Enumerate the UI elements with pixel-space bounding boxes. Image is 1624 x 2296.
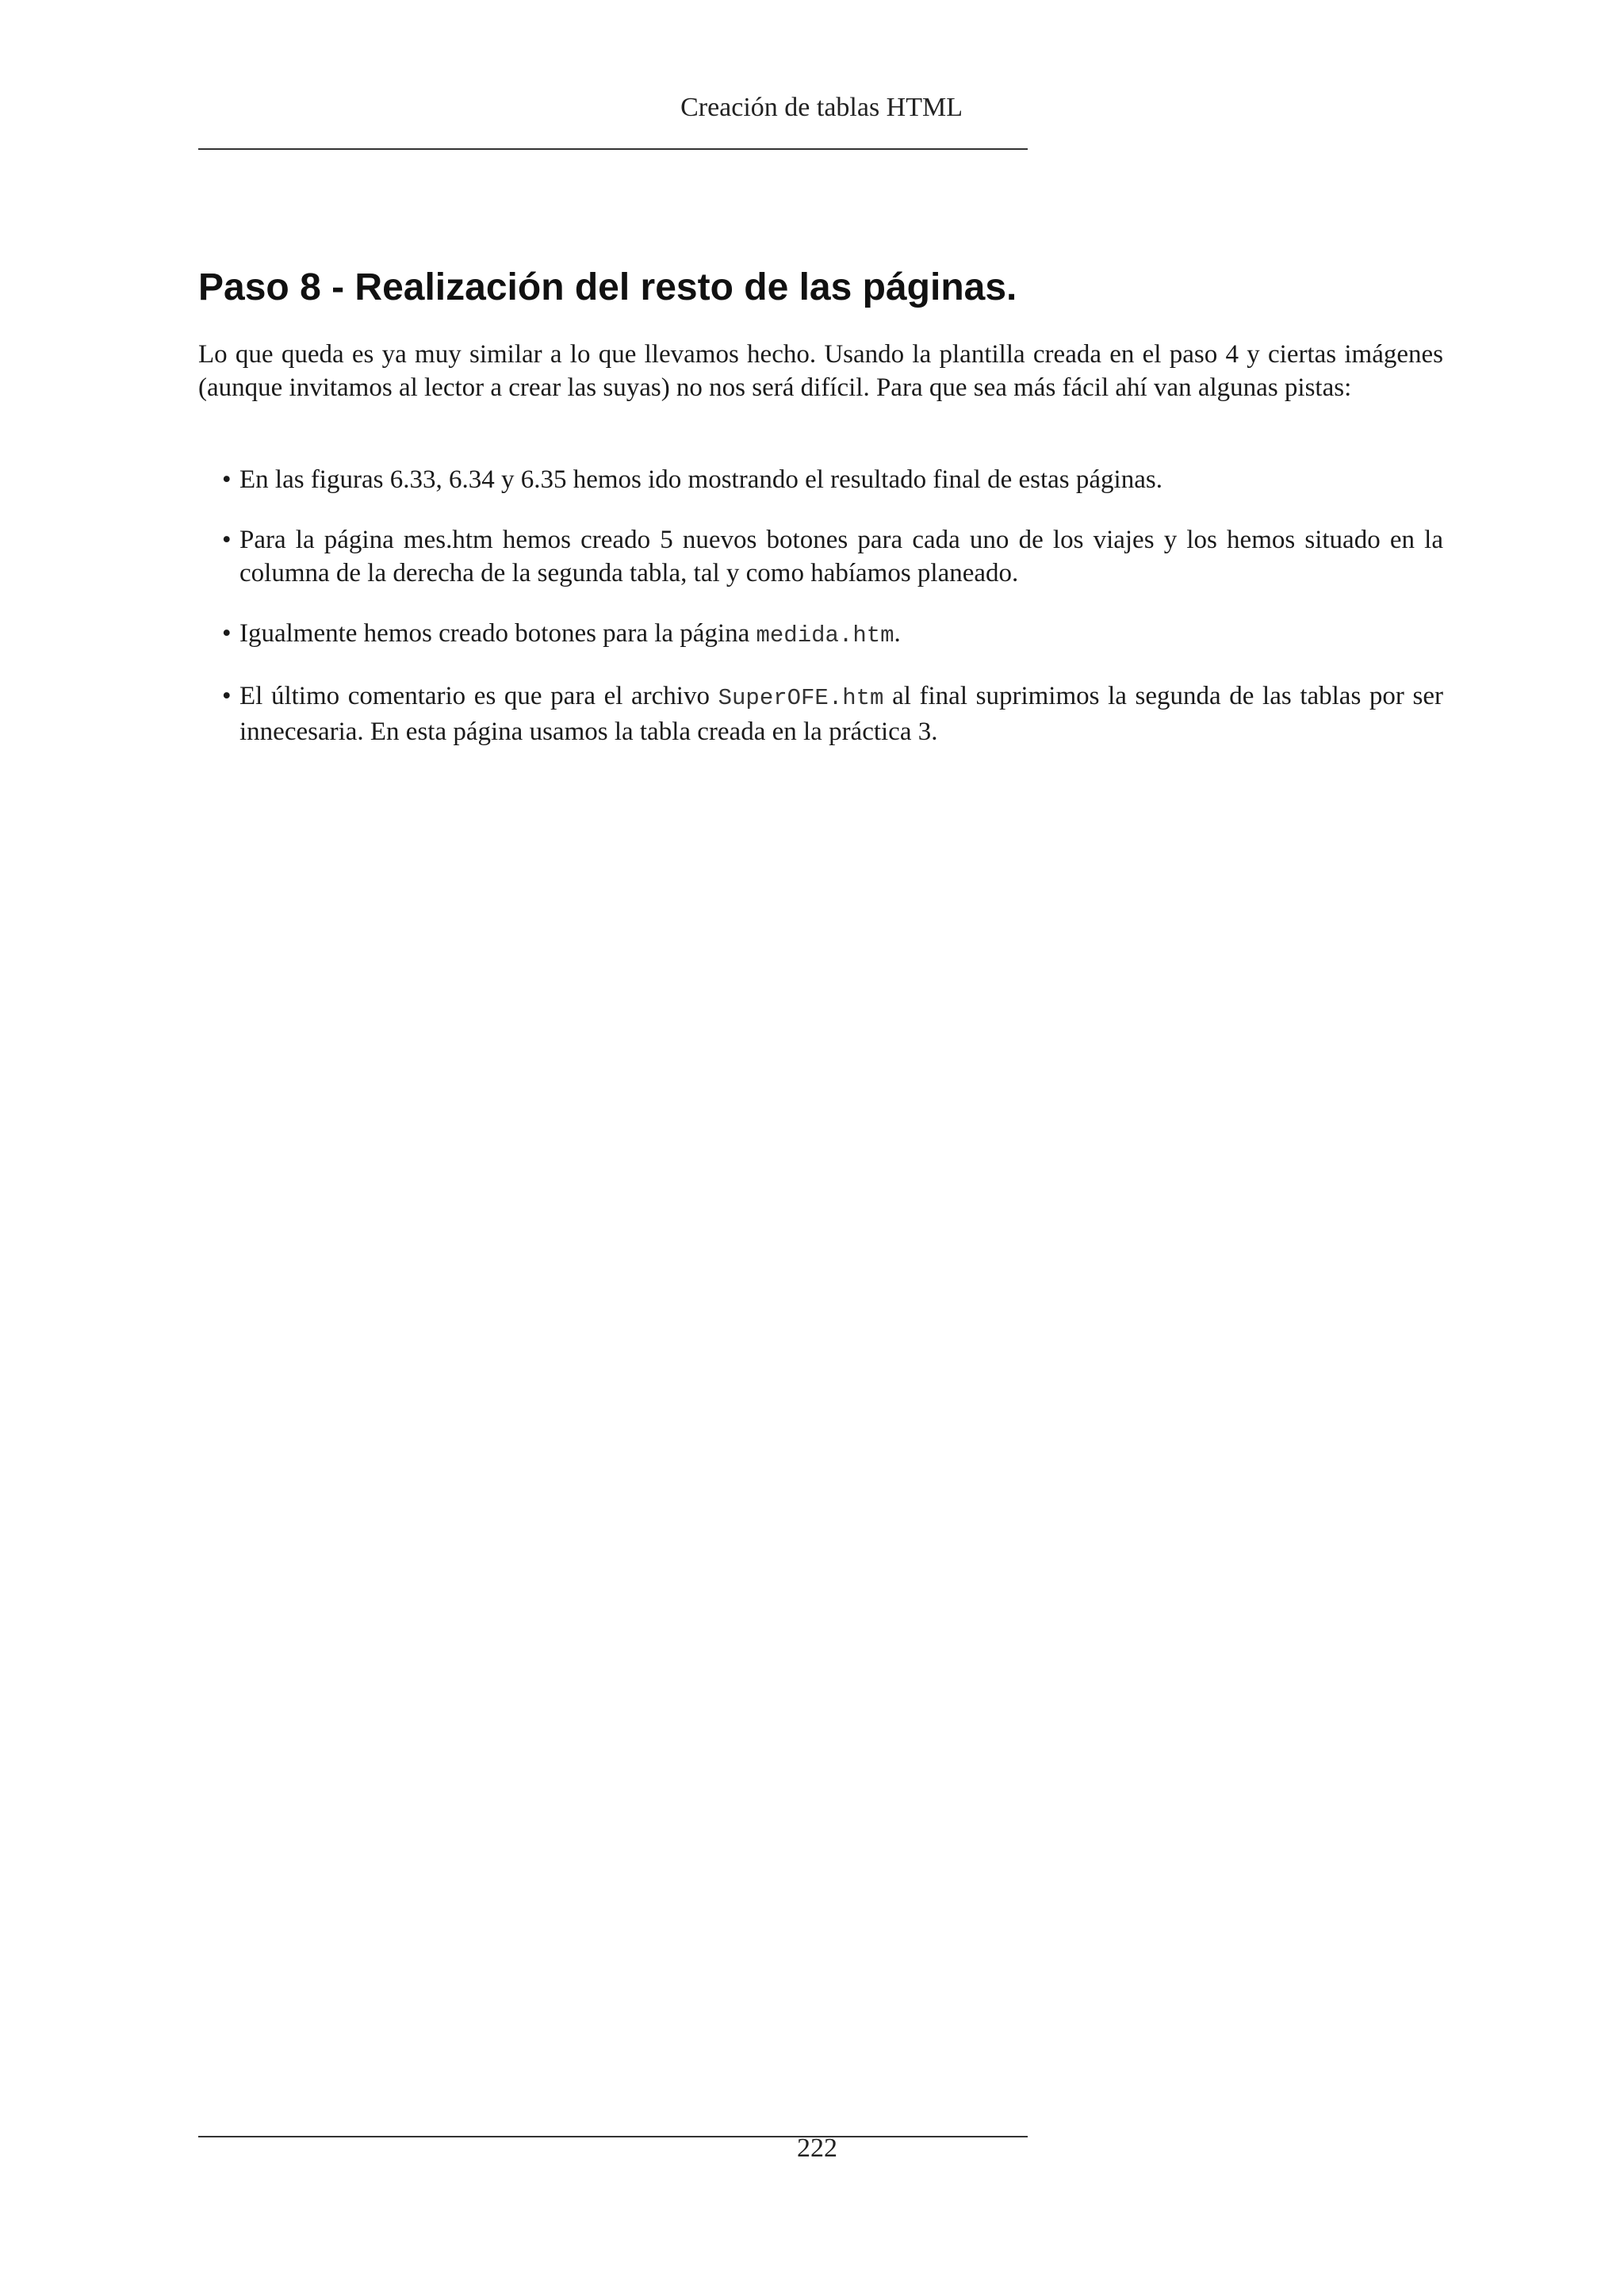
bullet-marker: • xyxy=(222,526,232,554)
intro-paragraph: Lo que queda es ya muy similar a lo que llevamos hecho. Usando la plantilla creada en el paso 4 y ciertas imágenes (aunque invitamos al lector a crear las suyas) no nos será difícil. Para que sea más fácil ahí van algunas pistas: xyxy=(198,340,1443,402)
list-item-text: . xyxy=(894,619,901,648)
running-header: Creación de tablas HTML xyxy=(680,93,963,122)
list-item xyxy=(222,679,1443,748)
bullet-marker: • xyxy=(222,465,232,494)
filename-code: medida.htm xyxy=(756,622,894,649)
list-item xyxy=(222,463,1443,496)
bullet-marker: • xyxy=(222,619,232,648)
section-title: Paso 8 - Realización del resto de las páginas. xyxy=(198,266,1017,308)
hints-list xyxy=(222,463,1443,775)
header-rule xyxy=(198,148,1028,150)
list-item-text: Igualmente hemos creado botones para la página xyxy=(239,619,756,648)
list-item xyxy=(222,617,1443,652)
bullet-marker: • xyxy=(222,682,232,710)
list-item-text: Para la página mes.htm hemos creado 5 nuevos botones para cada uno de los viajes y los hemos situado en la columna de la derecha de la segunda tabla, tal y como habíamos planeado. xyxy=(239,526,1443,587)
filename-code: SuperOFE.htm xyxy=(718,685,884,711)
list-item-text: El último comentario es que para el archivo xyxy=(239,682,718,710)
list-item xyxy=(222,523,1443,590)
page-number: 222 xyxy=(797,2133,837,2163)
list-item-text: En las figuras 6.33, 6.34 y 6.35 hemos ido mostrando el resultado final de estas páginas. xyxy=(239,465,1162,494)
list-item-text: al final suprimimos la segunda de las tablas por ser innecesaria. En esta página usamos la tabla creada en la práctica 3. xyxy=(239,682,1444,746)
